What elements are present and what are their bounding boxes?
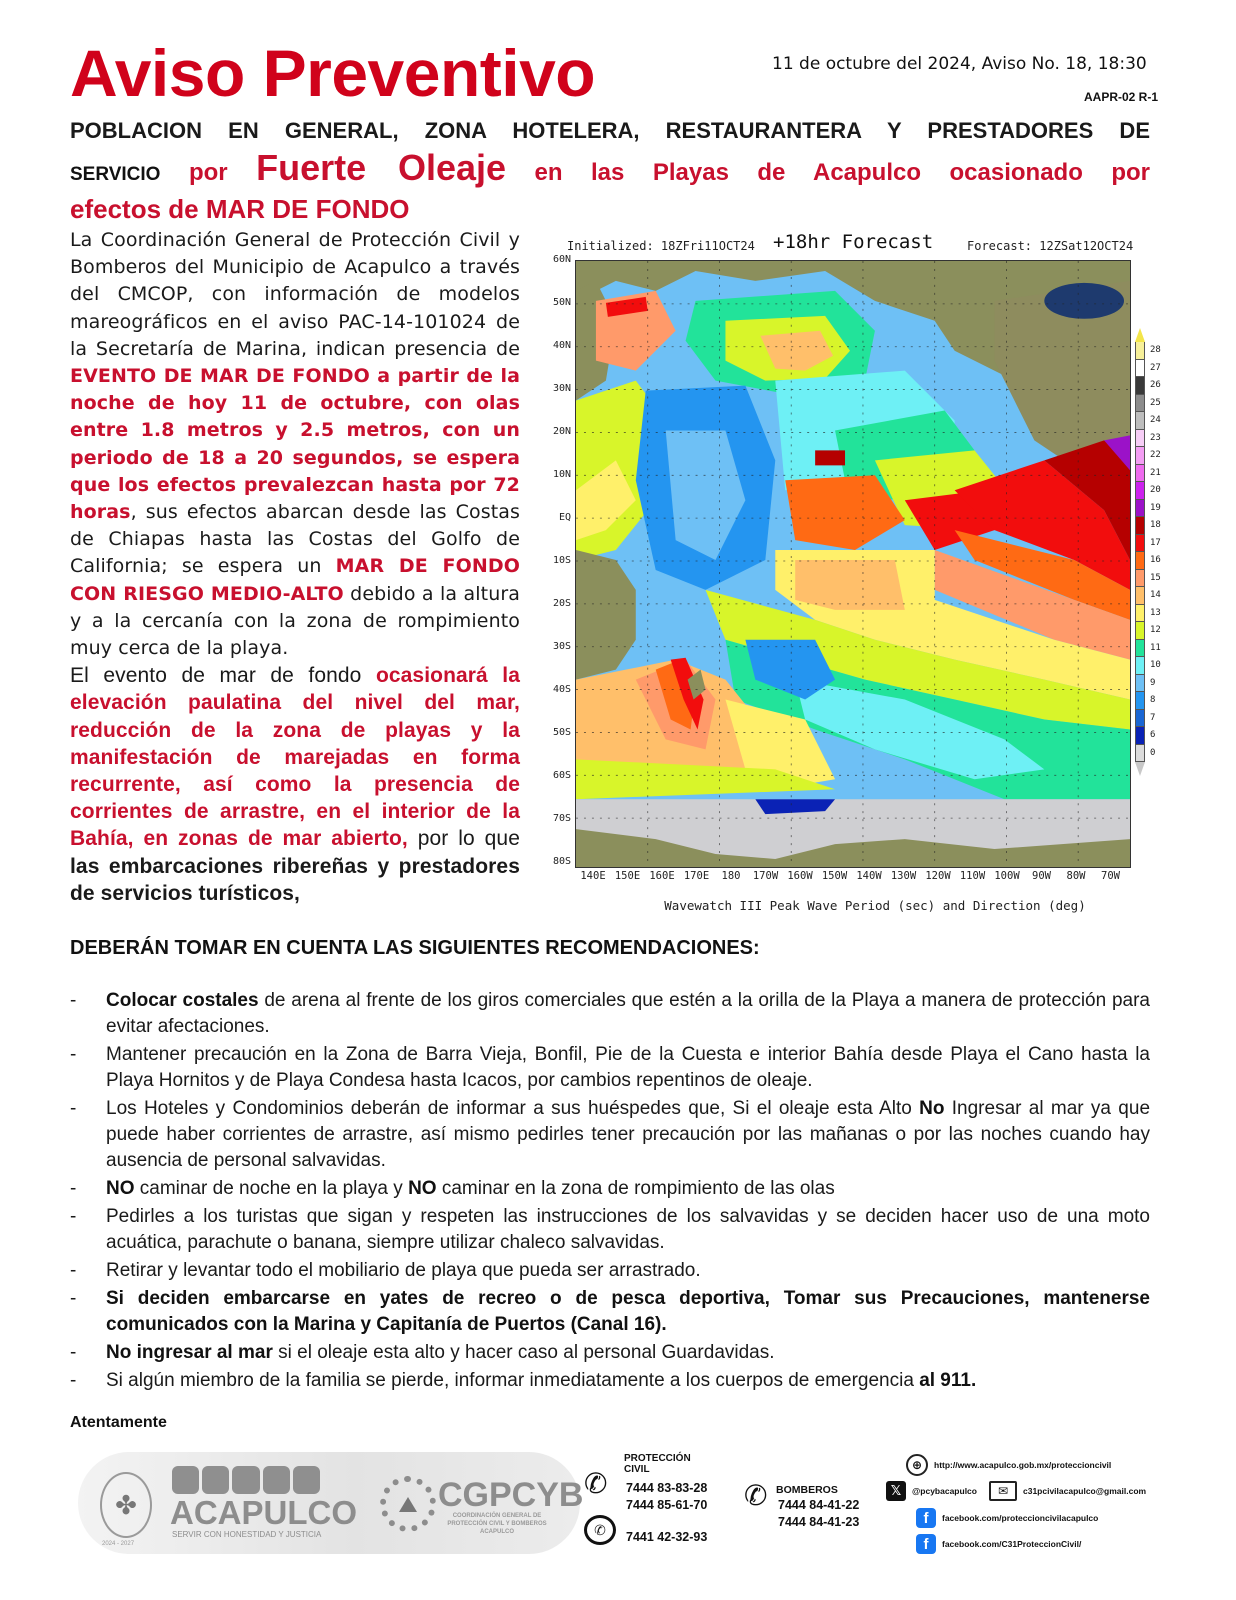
bullet-dash: - xyxy=(70,1288,77,1309)
legend-swatch xyxy=(1135,482,1161,500)
cgpcyb-subtitle: COORDINACIÓN GENERAL DE PROTECCIÓN CIVIL Y BOMBEROS ACAPULCO xyxy=(447,1513,547,1535)
bullet-dash: - xyxy=(70,1178,77,1199)
legend-label: 25 xyxy=(1150,397,1161,408)
recommendation-item: - Si deciden embarcarse en yates de recreo o de pesca deportiva, Tomar sus Precauciones, mantenerse comunicados con la Marina y Capitanía de Puertos (Canal 16). xyxy=(70,1288,1150,1335)
seal-year: 2024 - 2027 xyxy=(102,1541,135,1547)
subheading-line1: POBLACION EN GENERAL, ZONA HOTELERA, RESTAURANTERA Y PRESTADORES DE xyxy=(70,118,1150,143)
legend-label: 12 xyxy=(1150,625,1161,635)
latitude-label: 40N xyxy=(552,340,571,351)
legend-swatch xyxy=(1135,605,1161,623)
legend-swatch xyxy=(1135,552,1161,570)
x-handle-link[interactable]: @pcybacapulco xyxy=(912,1486,977,1496)
cgpcyb-logo-text: CGPCYB xyxy=(438,1476,584,1514)
bullet-dash: - xyxy=(70,1098,77,1119)
latitude-label: 20S xyxy=(552,598,571,609)
page-title: Aviso Preventivo xyxy=(70,36,596,110)
subheading-line2: SERVICIO por Fuerte Oleaje en las Playas de Acapulco ocasionado por xyxy=(70,147,1151,188)
legend-label: 8 xyxy=(1150,695,1156,705)
longitude-label: 80W xyxy=(1066,870,1086,882)
latitude-label: 50S xyxy=(552,727,571,738)
bullet-dash: - xyxy=(70,1206,77,1227)
legend-swatch xyxy=(1135,377,1161,395)
legend-label: 21 xyxy=(1150,467,1161,478)
legend-label: 15 xyxy=(1150,572,1161,583)
longitude-label: 120W xyxy=(925,870,951,882)
dateline: 11 de octubre del 2024, Aviso No. 18, 18:30 xyxy=(772,54,1147,74)
legend-swatch xyxy=(1135,657,1161,675)
closing: Atentamente xyxy=(70,1414,167,1431)
legend-label: 24 xyxy=(1150,415,1161,425)
latitude-label: 30N xyxy=(552,383,571,394)
latitude-label: 50N xyxy=(552,297,571,308)
legend-label: 14 xyxy=(1150,590,1161,600)
longitude-labels xyxy=(575,870,1131,884)
map-image xyxy=(575,260,1131,868)
legend-swatch xyxy=(1135,570,1161,588)
legend-swatch xyxy=(1135,412,1161,430)
legend-swatch xyxy=(1135,710,1156,728)
legend-swatch xyxy=(1135,430,1161,448)
legend-swatch xyxy=(1135,360,1161,378)
bullet-dash: - xyxy=(70,1260,77,1281)
longitude-label: 150E xyxy=(614,870,641,882)
recommendation-item: - Los Hoteles y Condominios deberán de informar a sus huéspedes que, Si el oleaje esta Alto No Ingresar al mar ya que puede haber corrientes de arrastre, así mismo pedirles tener precaución por las mañanas o por las noches cuando hay ausencia de personal salvavidas. xyxy=(70,1098,1151,1171)
municipal-seal-icon: ✤ xyxy=(100,1472,152,1538)
map-caption: Wavewatch III Peak Wave Period (sec) and Direction (deg) xyxy=(664,898,1086,913)
recommendation-item: - No ingresar al mar si el oleaje esta alto y hacer caso al personal Guardavidas. xyxy=(70,1340,1150,1366)
legend-label: 27 xyxy=(1150,362,1161,373)
longitude-label: 150W xyxy=(821,870,848,882)
longitude-label: 140W xyxy=(856,870,882,882)
latitude-label: 10N xyxy=(552,469,571,480)
mail-icon: ✉ xyxy=(989,1481,1017,1501)
civil-protection-logo-icon xyxy=(380,1476,436,1532)
subheading-line3: efectos de MAR DE FONDO xyxy=(70,194,410,224)
legend-label: 28 xyxy=(1150,345,1161,355)
latitude-label: 80S xyxy=(552,856,571,867)
facebook-link-1[interactable]: facebook.com/proteccioncivilacapulco xyxy=(942,1513,1099,1523)
wave-forecast-map xyxy=(545,228,1165,928)
legend-swatch xyxy=(1135,622,1161,640)
bomberos-phone-1[interactable]: 7444 84-41-22 xyxy=(778,1498,860,1512)
legend-swatch xyxy=(1135,745,1156,763)
latitude-label: 60N xyxy=(552,254,571,265)
legend-swatch xyxy=(1135,535,1161,553)
email-link[interactable]: c31pcivilacapulco@gmail.com xyxy=(1022,1486,1147,1496)
facebook-link-2[interactable]: facebook.com/C31ProteccionCivil/ xyxy=(942,1539,1082,1549)
acapulco-logo-icon xyxy=(172,1466,320,1494)
subheading xyxy=(70,114,1150,223)
legend-swatch xyxy=(1135,587,1161,605)
pc-phone-1[interactable]: 7444 83-83-28 xyxy=(626,1481,708,1495)
legend-swatch xyxy=(1135,675,1156,693)
map-forecast-time: Forecast: 12ZSat12OCT24 xyxy=(967,239,1134,253)
bullet-dash: - xyxy=(70,1044,77,1065)
recommendation-item: - Si algún miembro de la familia se pierde, informar inmediatamente a los cuerpos de emergencia al 911. xyxy=(70,1368,1150,1394)
acapulco-logo-text: ACAPULCO xyxy=(170,1494,357,1531)
recommendation-item: - NO caminar de noche en la playa y NO caminar en la zona de rompimiento de las olas xyxy=(70,1176,1150,1202)
legend-swatch xyxy=(1135,342,1161,360)
recommendation-item: - Mantener precaución en la Zona de Barra Vieja, Bonfil, Pie de la Cuesta e interior Bahía desde Playa el Cano hasta la Playa Hornitos y de Playa Condesa hasta Icacos, por cambios repentinos de oleaje. xyxy=(70,1044,1150,1091)
longitude-label: 170W xyxy=(752,870,779,882)
phone-icon: ✆ xyxy=(744,1480,768,1511)
map-initialized: Initialized: 18ZFri11OCT24 xyxy=(567,239,755,253)
x-twitter-icon: 𝕏 xyxy=(886,1481,906,1501)
website-row xyxy=(906,1454,1111,1476)
legend-label: 20 xyxy=(1150,485,1161,495)
paragraph-1: La Coordinación General de Protección Civil y Bomberos del Municipio de Acapulco a través del CMCOP, con información de modelos mareográficos en el aviso PAC-14-101024 de la Secretaría de Marina, indican presencia de EVENTO DE MAR DE FONDO a partir de la noche de hoy 11 de octubre, con olas entre 1.8 metros y 2.5 metros, con un periodo de 18 a 20 segundos, se espera que los efectos prevalezcan hasta por 72 horas, sus efectos abarcan desde las Costas de Chiapas hasta las Costas del Golfo de California; se espera un MAR DE FONDO CON RIESGO MEDIO-ALTO debido a la altura y a la cercanía con la zona de rompimiento muy cerca de la playa. xyxy=(70,229,520,660)
pc-phone-2[interactable]: 7444 85-61-70 xyxy=(626,1498,708,1512)
longitude-label: 130W xyxy=(890,870,917,882)
longitude-label: 180 xyxy=(721,870,741,882)
latitude-label: 10S xyxy=(552,555,571,566)
bomberos-label: BOMBEROS xyxy=(776,1484,838,1496)
latitude-label: 20N xyxy=(552,426,571,437)
color-legend xyxy=(1135,328,1165,776)
recommendation-item: - Pedirles a los turistas que sigan y respeten las instrucciones de los salvavidas y se deciden hacer uso de una moto acuática, parachute o banana, siempre utilizar chaleco salvavidas. xyxy=(70,1206,1150,1253)
facebook-icon: f xyxy=(916,1508,936,1528)
social-row xyxy=(886,1481,1146,1501)
legend-swatch xyxy=(1135,640,1161,658)
legend-label: 18 xyxy=(1150,520,1161,530)
latitude-label: 30S xyxy=(552,641,571,652)
legend-arrow-bottom xyxy=(1135,762,1145,776)
map-contours xyxy=(576,261,1130,867)
legend-label: 16 xyxy=(1150,555,1161,565)
latitude-label: 40S xyxy=(552,684,571,695)
longitude-label: 160W xyxy=(787,870,813,882)
legend-label: 11 xyxy=(1150,642,1161,653)
legend-label: 10 xyxy=(1150,660,1161,670)
body-text xyxy=(70,227,520,907)
proteccion-civil-label: PROTECCIÓN CIVIL xyxy=(624,1453,691,1475)
bullet-dash: - xyxy=(70,1342,77,1363)
latitude-label: 60S xyxy=(552,770,571,781)
legend-label: 9 xyxy=(1150,677,1156,688)
facebook-row-1 xyxy=(916,1508,1098,1528)
legend-swatch xyxy=(1135,465,1161,483)
website-link[interactable]: http://www.acapulco.gob.mx/proteccioncivil xyxy=(934,1460,1112,1470)
longitude-label: 160E xyxy=(649,870,675,882)
recommendations-heading: DEBERÁN TOMAR EN CUENTA LAS SIGUIENTES RECOMENDACIONES: xyxy=(70,937,760,959)
longitude-label: 90W xyxy=(1032,870,1051,882)
latitude-label: EQ xyxy=(558,512,571,523)
whatsapp-icon: ✆ xyxy=(584,1515,616,1545)
longitude-label: 170E xyxy=(683,870,710,882)
longitude-label: 140E xyxy=(580,870,606,882)
bullet-dash: - xyxy=(70,1370,77,1391)
legend-label: 17 xyxy=(1150,537,1161,548)
legend-label: 22 xyxy=(1150,450,1161,460)
bomberos-phone-2[interactable]: 7444 84-41-23 xyxy=(778,1515,860,1529)
latitude-label: 70S xyxy=(552,813,571,824)
acapulco-tagline: SERVIR CON HONESTIDAD Y JUSTICIA xyxy=(172,1530,322,1539)
legend-label: 0 xyxy=(1150,747,1156,758)
legend-label: 7 xyxy=(1150,712,1156,723)
document-code: AAPR-02 R-1 xyxy=(1084,90,1159,104)
legend-swatch xyxy=(1135,727,1156,745)
legend-arrow-top xyxy=(1135,328,1145,342)
recommendation-item: - Colocar costales de arena al frente de los giros comerciales que estén a la orilla de la Playa a manera de protección para evitar afectaciones. xyxy=(70,990,1150,1037)
legend-label: 6 xyxy=(1150,730,1156,740)
legend-label: 26 xyxy=(1150,380,1161,390)
facebook-icon: f xyxy=(916,1534,936,1554)
legend-swatch xyxy=(1135,517,1161,535)
longitude-label: 110W xyxy=(959,870,986,882)
longitude-label: 100W xyxy=(994,870,1020,882)
recommendations-list xyxy=(70,988,1150,1396)
longitude-label: 70W xyxy=(1101,870,1120,882)
map-title: +18hr Forecast xyxy=(773,231,934,253)
legend-label: 23 xyxy=(1150,432,1161,443)
legend-swatch xyxy=(1135,395,1161,413)
paragraph-2: El evento de mar de fondo ocasionará la elevación paulatina del nivel del mar, reducción de la zona de playas y la manifestación de marejadas en forma recurrente, así como la presencia de corrientes de arrastre, en el interior de la Bahía, en zonas de mar abierto, por lo que las embarcaciones ribereñas y prestadores de servicios turísticos, xyxy=(70,664,520,905)
legend-swatch xyxy=(1135,692,1156,710)
legend-swatch xyxy=(1135,447,1161,465)
globe-icon: ⊕ xyxy=(906,1454,928,1476)
legend-label: 13 xyxy=(1150,607,1161,618)
phone-icon: ✆ xyxy=(584,1468,608,1499)
legend-label: 19 xyxy=(1150,502,1161,513)
whatsapp-number[interactable]: 7441 42-32-93 xyxy=(626,1530,708,1544)
bullet-dash: - xyxy=(70,990,77,1011)
recommendation-item: - Retirar y levantar todo el mobiliario de playa que pueda ser arrastrado. xyxy=(70,1258,1150,1284)
legend-swatch xyxy=(1135,500,1161,518)
facebook-row-2 xyxy=(916,1534,1081,1554)
